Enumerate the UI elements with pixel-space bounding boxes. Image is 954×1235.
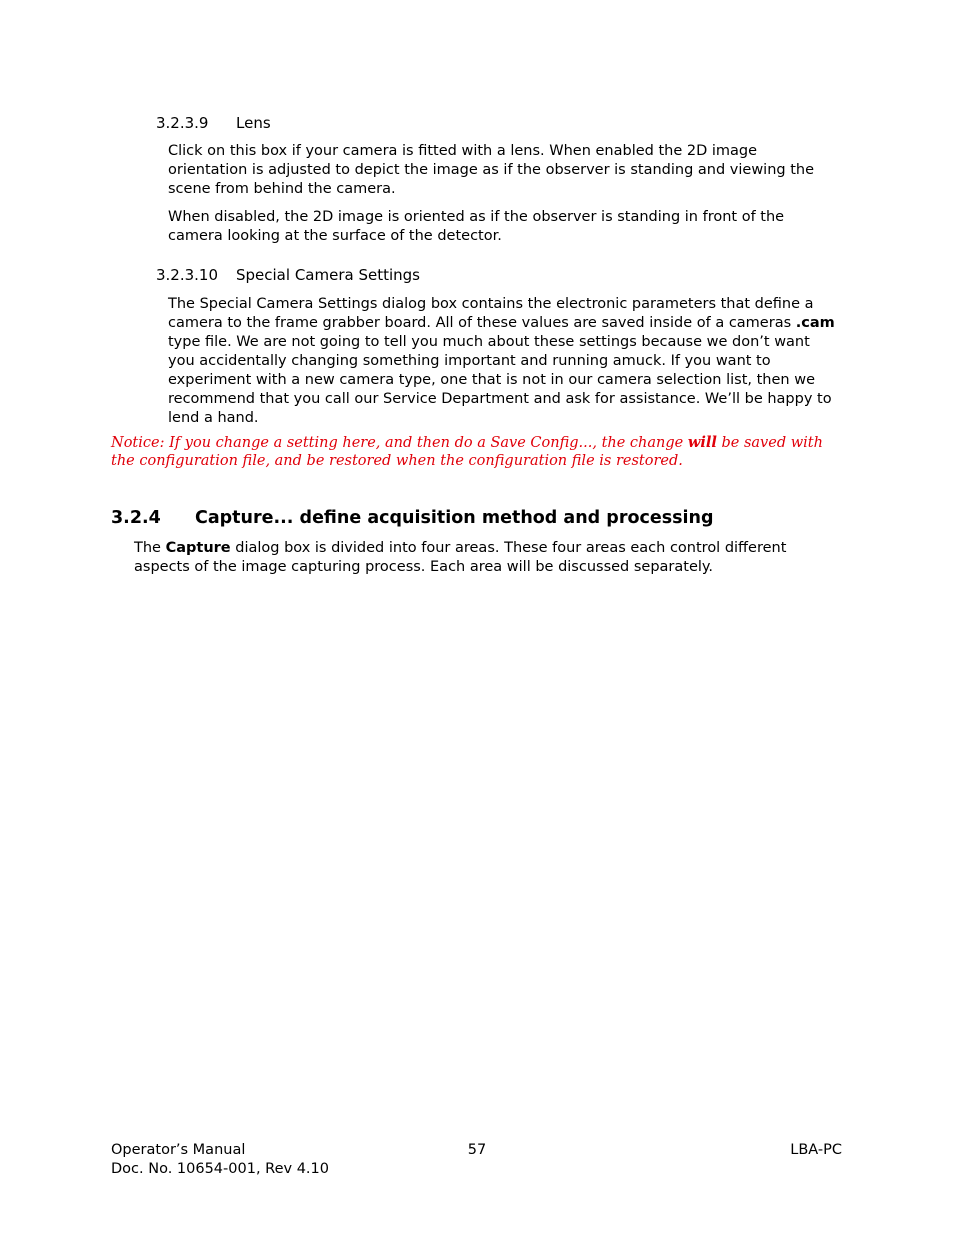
text-run: The Special Camera Settings dialog box contains the electronic parameters that define a camera to the frame grabber board. All of these values are saved inside of a cameras	[168, 296, 814, 331]
section-number: 3.2.3.10	[156, 266, 219, 284]
text-run: be saved with the configuration file, and be restored when the configuration file is restored.	[111, 435, 823, 469]
lens-paragraph-2: When disabled, the 2D image is oriented as if the observer is standing in front of the camera looking at the surface of the detector.	[168, 209, 785, 244]
text-run: dialog box is divided into four areas. These four areas each control different aspects of the image capturing process. Each area will be discussed separately.	[134, 540, 787, 575]
footer-manual-title: Operator’s Manual	[111, 1142, 246, 1158]
heading-3-2-4	[111, 507, 714, 529]
notice-text	[111, 434, 841, 470]
capture-term: Capture	[165, 540, 231, 556]
notice-emphasis: will	[687, 434, 717, 451]
text-run: The	[134, 540, 166, 556]
special-camera-paragraph	[168, 295, 838, 428]
section-title: Lens	[236, 114, 271, 132]
footer-doc-number: Doc. No. 10654-001, Rev 4.10	[111, 1161, 329, 1177]
capture-paragraph	[134, 539, 840, 577]
heading-3-2-3-9	[156, 113, 271, 133]
footer-product: LBA-PC	[790, 1142, 842, 1158]
text-run: Notice: If you change a setting here, and then do a Save Config..., the change	[111, 435, 688, 451]
section-number: 3.2.4	[111, 508, 161, 528]
cam-extension: .cam	[795, 315, 835, 331]
section-title: Capture... define acquisition method and processing	[195, 508, 714, 528]
footer-left	[111, 1141, 329, 1179]
section-number: 3.2.3.9	[156, 114, 209, 132]
text-run: type file. We are not going to tell you much about these settings because we don’t want you accidentally changing something important and running amuck. If you want to experiment with a new camera type, one that is not in our camera selection list, then we recommend that you call our Service Department and ask for assistance. We’ll be happy to lend a hand.	[168, 334, 832, 426]
section-title: Special Camera Settings	[236, 266, 420, 284]
page-number: 57	[467, 1142, 487, 1158]
heading-3-2-3-10	[156, 265, 420, 285]
lens-paragraph-1: Click on this box if your camera is fitted with a lens. When enabled the 2D image orientation is adjusted to depict the image as if the observer is standing and viewing the scene from behind the camera.	[168, 143, 815, 197]
